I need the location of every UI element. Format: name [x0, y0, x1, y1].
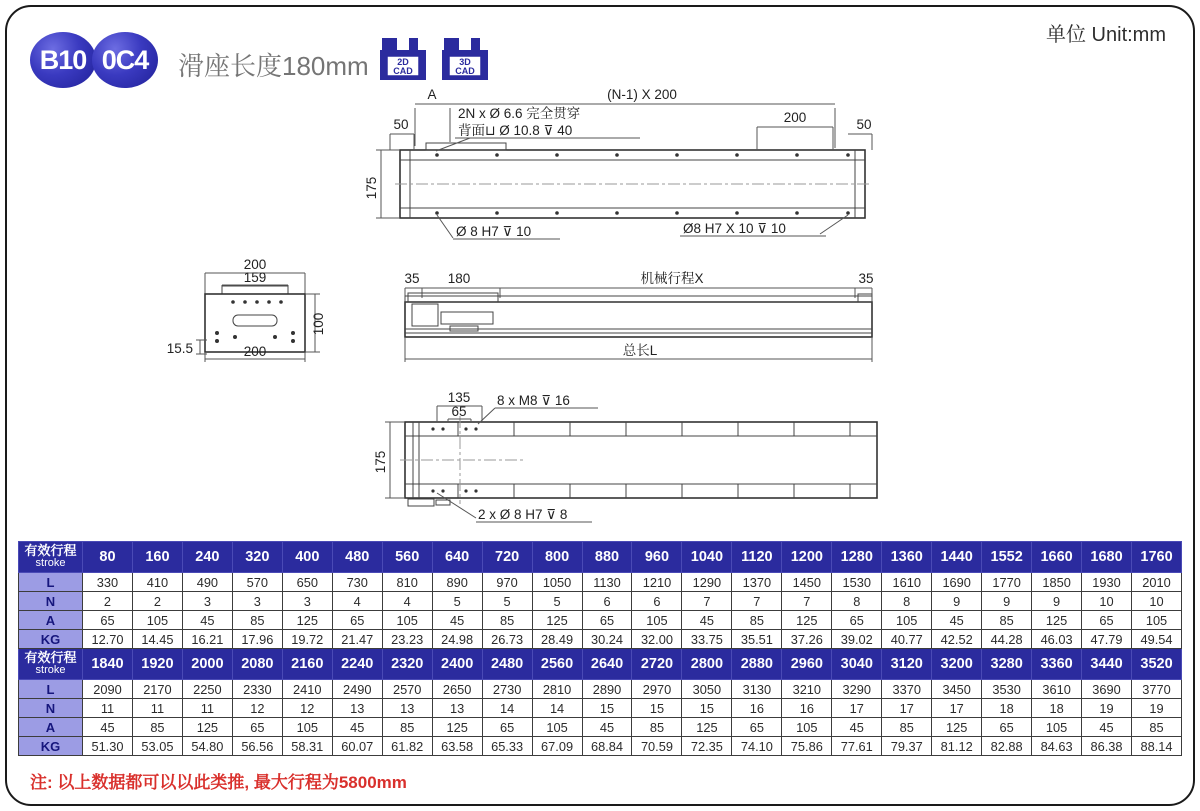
data-cell: 2570: [382, 680, 432, 699]
stroke-value-cell: 160: [132, 542, 182, 573]
data-cell: 14.45: [132, 630, 182, 649]
spec-row-l: [19, 573, 1182, 592]
data-cell: 2970: [632, 680, 682, 699]
data-cell: 17: [882, 699, 932, 718]
data-cell: 3: [232, 592, 282, 611]
data-cell: 35.51: [732, 630, 782, 649]
data-cell: 105: [1132, 611, 1182, 630]
dim-pitch: (N-1) X 200: [607, 87, 677, 102]
data-cell: 7: [782, 592, 832, 611]
data-cell: 37.26: [782, 630, 832, 649]
data-cell: 730: [332, 573, 382, 592]
side-view-drawing: [404, 270, 873, 362]
data-cell: 65.33: [482, 737, 532, 756]
data-cell: 53.05: [132, 737, 182, 756]
data-cell: 85: [632, 718, 682, 737]
stroke-value-cell: 1552: [982, 542, 1032, 573]
stroke-value-cell: 3200: [932, 649, 982, 680]
data-cell: 3130: [732, 680, 782, 699]
data-cell: 88.14: [1132, 737, 1182, 756]
stroke-table: [18, 541, 1182, 756]
stroke-value-cell: 2240: [332, 649, 382, 680]
data-cell: 85: [732, 611, 782, 630]
data-cell: 3290: [832, 680, 882, 699]
data-cell: 85: [882, 718, 932, 737]
dim-175-bottom-view: 175: [373, 450, 388, 474]
data-cell: 84.63: [1032, 737, 1082, 756]
data-cell: 56.56: [232, 737, 282, 756]
data-cell: 6: [582, 592, 632, 611]
data-cell: 45: [83, 718, 133, 737]
data-cell: 16: [782, 699, 832, 718]
data-cell: 105: [282, 718, 332, 737]
dim-200-top: 200: [243, 257, 267, 272]
spec-row-a: [19, 718, 1182, 737]
data-cell: 4: [382, 592, 432, 611]
data-cell: 105: [782, 718, 832, 737]
stroke-value-cell: 2800: [682, 649, 732, 680]
dim-50-left: 50: [393, 117, 409, 132]
stroke-value-cell: 880: [582, 542, 632, 573]
end-view-drawing: [167, 257, 326, 362]
stroke-value-cell: 2320: [382, 649, 432, 680]
data-cell: 15: [682, 699, 732, 718]
data-cell: 24.98: [432, 630, 482, 649]
data-cell: 19.72: [282, 630, 332, 649]
hole-label-left: Ø 8 H7 ⊽ 10: [456, 224, 532, 239]
dim-35-left: 35: [404, 271, 420, 286]
data-cell: 1850: [1032, 573, 1082, 592]
stroke-value-cell: 2880: [732, 649, 782, 680]
data-cell: 32.00: [632, 630, 682, 649]
data-cell: 79.37: [882, 737, 932, 756]
stroke-header-row: [19, 649, 1182, 680]
stroke-value-cell: 2480: [482, 649, 532, 680]
dim-200: 200: [783, 110, 807, 125]
data-cell: 26.73: [482, 630, 532, 649]
spec-row-n: [19, 699, 1182, 718]
spec-row-kg: [19, 737, 1182, 756]
data-cell: 490: [182, 573, 232, 592]
data-cell: 13: [382, 699, 432, 718]
data-cell: 3610: [1032, 680, 1082, 699]
hole-label-right: Ø8 H7 X 10 ⊽ 10: [683, 221, 786, 236]
data-cell: 11: [132, 699, 182, 718]
data-cell: 9: [982, 592, 1032, 611]
data-cell: 2810: [532, 680, 582, 699]
data-cell: 105: [882, 611, 932, 630]
dowel-label: 2 x Ø 8 H7 ⊽ 8: [478, 507, 568, 522]
data-cell: 30.24: [582, 630, 632, 649]
total-length-label: 总长L: [622, 343, 658, 358]
dim-100: 100: [311, 312, 326, 336]
data-cell: 1930: [1082, 573, 1132, 592]
data-cell: 2410: [282, 680, 332, 699]
data-cell: 125: [782, 611, 832, 630]
data-cell: 1210: [632, 573, 682, 592]
data-cell: 105: [632, 611, 682, 630]
spec-row-l: [19, 680, 1182, 699]
data-cell: 1450: [782, 573, 832, 592]
data-cell: 45: [432, 611, 482, 630]
data-cell: 125: [932, 718, 982, 737]
data-cell: 45: [832, 718, 882, 737]
data-cell: 1130: [582, 573, 632, 592]
data-cell: 47.79: [1082, 630, 1132, 649]
model-badge-left: B10: [30, 32, 96, 88]
stroke-value-cell: 1760: [1132, 542, 1182, 573]
data-cell: 17: [932, 699, 982, 718]
data-cell: 105: [532, 718, 582, 737]
data-cell: 12: [282, 699, 332, 718]
data-cell: 1050: [532, 573, 582, 592]
cad-2d-label-line1: 2D: [397, 57, 409, 67]
stroke-value-cell: 2560: [532, 649, 582, 680]
data-cell: 7: [732, 592, 782, 611]
data-cell: 65: [332, 611, 382, 630]
data-cell: 49.54: [1132, 630, 1182, 649]
stroke-value-cell: 2640: [582, 649, 632, 680]
data-cell: 65: [482, 718, 532, 737]
data-cell: 125: [182, 718, 232, 737]
dim-135: 135: [447, 390, 471, 405]
stroke-value-cell: 1440: [932, 542, 982, 573]
data-cell: 3370: [882, 680, 932, 699]
stroke-value-cell: 2960: [782, 649, 832, 680]
data-cell: 45: [1082, 718, 1132, 737]
stroke-value-cell: 960: [632, 542, 682, 573]
data-cell: 11: [182, 699, 232, 718]
stroke-table-body: [19, 542, 1182, 756]
data-cell: 1610: [882, 573, 932, 592]
data-cell: 9: [1032, 592, 1082, 611]
data-cell: 17: [832, 699, 882, 718]
dim-50-right: 50: [856, 117, 872, 132]
dim-a: A: [427, 87, 437, 102]
data-cell: 8: [882, 592, 932, 611]
data-cell: 3: [182, 592, 232, 611]
data-cell: 70.59: [632, 737, 682, 756]
spec-row-n: [19, 592, 1182, 611]
stroke-value-cell: 80: [83, 542, 133, 573]
stroke-value-cell: 560: [382, 542, 432, 573]
data-cell: 74.10: [732, 737, 782, 756]
data-cell: 33.75: [682, 630, 732, 649]
data-cell: 3050: [682, 680, 732, 699]
data-cell: 14: [532, 699, 582, 718]
data-cell: 40.77: [882, 630, 932, 649]
stroke-value-cell: 720: [482, 542, 532, 573]
data-cell: 11: [83, 699, 133, 718]
hole-note-line1: 2N x Ø 6.6 完全贯穿: [458, 106, 581, 121]
data-cell: 890: [432, 573, 482, 592]
data-cell: 16.21: [182, 630, 232, 649]
row-label-cell: L: [19, 680, 83, 699]
stroke-value-cell: 2160: [282, 649, 332, 680]
data-cell: 85: [482, 611, 532, 630]
row-label-cell: N: [19, 592, 83, 611]
unit-label: 单位 Unit:mm: [1046, 24, 1166, 46]
data-cell: 67.09: [532, 737, 582, 756]
data-cell: 570: [232, 573, 282, 592]
data-cell: 45: [932, 611, 982, 630]
data-cell: 86.38: [1082, 737, 1132, 756]
data-cell: 14: [482, 699, 532, 718]
data-cell: 19: [1132, 699, 1182, 718]
data-cell: 3210: [782, 680, 832, 699]
data-cell: 65: [1082, 611, 1132, 630]
data-cell: 13: [332, 699, 382, 718]
stroke-corner-cell: 有效行程 stroke: [19, 649, 83, 680]
dim-65: 65: [451, 404, 467, 419]
page-title: 滑座长度180mm: [178, 51, 369, 81]
row-label-cell: A: [19, 611, 83, 630]
bottom-view-drawing: [373, 390, 877, 522]
data-cell: 21.47: [332, 630, 382, 649]
data-cell: 3690: [1082, 680, 1132, 699]
data-cell: 45: [182, 611, 232, 630]
data-cell: 68.84: [582, 737, 632, 756]
dim-159: 159: [243, 270, 267, 285]
technical-drawings: [0, 72, 1200, 542]
stroke-value-cell: 3520: [1132, 649, 1182, 680]
data-cell: 7: [682, 592, 732, 611]
data-cell: 13: [432, 699, 482, 718]
data-cell: 5: [532, 592, 582, 611]
stroke-value-cell: 3280: [982, 649, 1032, 680]
data-cell: 18: [1032, 699, 1082, 718]
data-cell: 125: [432, 718, 482, 737]
data-cell: 45: [582, 718, 632, 737]
data-cell: 105: [382, 611, 432, 630]
data-cell: 75.86: [782, 737, 832, 756]
data-cell: 12.70: [83, 630, 133, 649]
data-cell: 60.07: [332, 737, 382, 756]
data-cell: 2090: [83, 680, 133, 699]
data-cell: 85: [132, 718, 182, 737]
hole-note-line2: 背面⊔ Ø 10.8 ⊽ 40: [458, 123, 573, 138]
data-cell: 54.80: [182, 737, 232, 756]
data-cell: 85: [1132, 718, 1182, 737]
data-cell: 65: [83, 611, 133, 630]
data-cell: 63.58: [432, 737, 482, 756]
data-cell: 44.28: [982, 630, 1032, 649]
stroke-value-cell: 3040: [832, 649, 882, 680]
data-cell: 1690: [932, 573, 982, 592]
stroke-value-cell: 1920: [132, 649, 182, 680]
data-cell: 58.31: [282, 737, 332, 756]
stroke-value-cell: 3440: [1082, 649, 1132, 680]
row-label-cell: N: [19, 699, 83, 718]
data-cell: 105: [1032, 718, 1082, 737]
stroke-value-cell: 2000: [182, 649, 232, 680]
data-cell: 12: [232, 699, 282, 718]
stroke-corner-cell: 有效行程 stroke: [19, 542, 83, 573]
top-view-drawing: [364, 87, 872, 239]
data-cell: 1290: [682, 573, 732, 592]
stroke-value-cell: 1200: [782, 542, 832, 573]
data-cell: 2: [83, 592, 133, 611]
data-cell: 330: [83, 573, 133, 592]
data-cell: 10: [1132, 592, 1182, 611]
data-cell: 3770: [1132, 680, 1182, 699]
data-cell: 81.12: [932, 737, 982, 756]
data-cell: 8: [832, 592, 882, 611]
data-cell: 46.03: [1032, 630, 1082, 649]
data-cell: 51.30: [83, 737, 133, 756]
data-cell: 2170: [132, 680, 182, 699]
data-cell: 77.61: [832, 737, 882, 756]
dim-175-top-view: 175: [364, 176, 379, 200]
data-cell: 1370: [732, 573, 782, 592]
dim-35-right: 35: [858, 271, 874, 286]
data-cell: 4: [332, 592, 382, 611]
data-cell: 125: [1032, 611, 1082, 630]
model-badge-right: 0C4: [92, 32, 158, 88]
data-cell: 39.02: [832, 630, 882, 649]
thread-label: 8 x M8 ⊽ 16: [497, 393, 570, 408]
data-cell: 125: [682, 718, 732, 737]
data-cell: 65: [732, 718, 782, 737]
row-label-cell: L: [19, 573, 83, 592]
data-cell: 1530: [832, 573, 882, 592]
cad-2d-label-line2: CAD: [393, 66, 413, 76]
stroke-value-cell: 640: [432, 542, 482, 573]
stroke-value-cell: 2720: [632, 649, 682, 680]
row-label-cell: A: [19, 718, 83, 737]
cad-3d-label-line2: CAD: [455, 66, 475, 76]
data-cell: 2: [132, 592, 182, 611]
stroke-value-cell: 240: [182, 542, 232, 573]
data-cell: 410: [132, 573, 182, 592]
stroke-value-cell: 800: [532, 542, 582, 573]
footer-note: 注: 以上数据都可以以此类推, 最大行程为5800mm: [30, 773, 407, 792]
data-cell: 650: [282, 573, 332, 592]
data-cell: 17.96: [232, 630, 282, 649]
dim-180: 180: [447, 271, 471, 286]
data-cell: 61.82: [382, 737, 432, 756]
data-cell: 2730: [482, 680, 532, 699]
data-cell: 810: [382, 573, 432, 592]
stroke-value-cell: 1040: [682, 542, 732, 573]
data-cell: 15: [582, 699, 632, 718]
stroke-value-cell: 2400: [432, 649, 482, 680]
data-cell: 10: [1082, 592, 1132, 611]
stroke-value-cell: 1360: [882, 542, 932, 573]
data-cell: 45: [332, 718, 382, 737]
data-cell: 105: [132, 611, 182, 630]
spec-row-kg: [19, 630, 1182, 649]
stroke-value-cell: 1660: [1032, 542, 1082, 573]
data-cell: 3: [282, 592, 332, 611]
data-cell: 18: [982, 699, 1032, 718]
data-cell: 125: [532, 611, 582, 630]
data-cell: 3530: [982, 680, 1032, 699]
stroke-value-cell: 1840: [83, 649, 133, 680]
data-cell: 9: [932, 592, 982, 611]
stroke-header-row: [19, 542, 1182, 573]
data-cell: 65: [832, 611, 882, 630]
data-cell: 970: [482, 573, 532, 592]
data-cell: 28.49: [532, 630, 582, 649]
data-cell: 65: [582, 611, 632, 630]
data-cell: 65: [982, 718, 1032, 737]
data-cell: 85: [982, 611, 1032, 630]
data-cell: 85: [382, 718, 432, 737]
data-cell: 82.88: [982, 737, 1032, 756]
spec-row-a: [19, 611, 1182, 630]
stroke-value-cell: 1280: [832, 542, 882, 573]
data-cell: 5: [432, 592, 482, 611]
data-cell: 1770: [982, 573, 1032, 592]
data-cell: 65: [232, 718, 282, 737]
data-cell: 5: [482, 592, 532, 611]
data-cell: 23.23: [382, 630, 432, 649]
stroke-value-cell: 2080: [232, 649, 282, 680]
data-cell: 45: [682, 611, 732, 630]
stroke-value-cell: 1680: [1082, 542, 1132, 573]
dim-200-bottom: 200: [243, 344, 267, 359]
data-cell: 72.35: [682, 737, 732, 756]
data-cell: 2490: [332, 680, 382, 699]
data-cell: 42.52: [932, 630, 982, 649]
data-cell: 2890: [582, 680, 632, 699]
row-label-cell: KG: [19, 630, 83, 649]
dim-15-5: 15.5: [166, 341, 193, 356]
data-cell: 2010: [1132, 573, 1182, 592]
cad-3d-label-line1: 3D: [459, 57, 471, 67]
data-cell: 16: [732, 699, 782, 718]
data-cell: 2650: [432, 680, 482, 699]
data-cell: 15: [632, 699, 682, 718]
stroke-value-cell: 320: [232, 542, 282, 573]
data-cell: 85: [232, 611, 282, 630]
stroke-value-cell: 1120: [732, 542, 782, 573]
stroke-value-cell: 400: [282, 542, 332, 573]
stroke-value-cell: 480: [332, 542, 382, 573]
data-cell: 2330: [232, 680, 282, 699]
stroke-value-cell: 3120: [882, 649, 932, 680]
stroke-value-cell: 3360: [1032, 649, 1082, 680]
stroke-label: 机械行程X: [640, 271, 704, 286]
data-cell: 19: [1082, 699, 1132, 718]
row-label-cell: KG: [19, 737, 83, 756]
data-cell: 6: [632, 592, 682, 611]
data-cell: 125: [282, 611, 332, 630]
data-cell: 3450: [932, 680, 982, 699]
data-cell: 2250: [182, 680, 232, 699]
